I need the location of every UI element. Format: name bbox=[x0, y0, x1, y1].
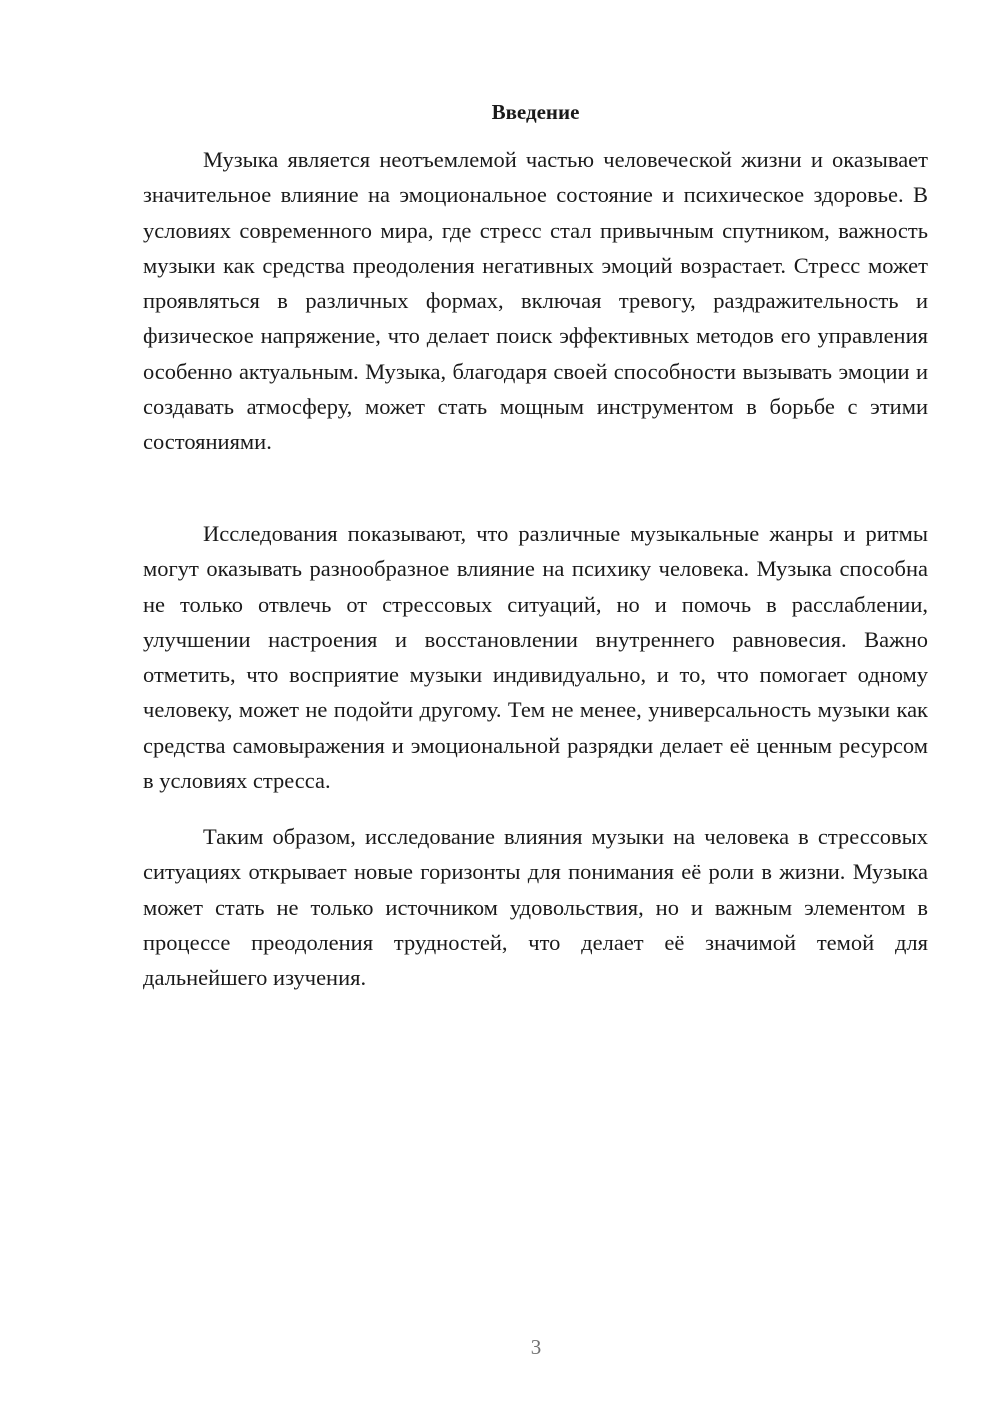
section-title: Введение bbox=[491, 100, 580, 124]
paragraph-3: Таким образом, исследование влияния музыки на человека в стрессовых ситуациях открывает новые горизонты для понимания её роли в жизни. Музыка может стать не только источником удовольствия, но и важным элементом в процессе преодоления трудностей, что делает её значимой темой для дальнейшего изучения. bbox=[143, 824, 928, 991]
page-number: 3 bbox=[530, 1335, 542, 1359]
paragraph-1: Музыка является неотъемлемой частью человеческой жизни и оказывает значительное влияние на эмоциональное состояние и психическое здоровье. В условиях современного мира, где стресс стал привычным спутником, важность музыки как средства преодоления негативных эмоций возрастает. Стресс может проявляться в различных формах, включая тревогу, раздражительность и физическое напряжение, что делает поиск эффективных методов его управления особенно актуальным. Музыка, благодаря своей способности вызывать эмоции и создавать атмосферу, может стать мощным инструментом в борьбе с этими состояниями. bbox=[143, 147, 928, 455]
paragraph-2: Исследования показывают, что различные музыкальные жанры и ритмы могут оказывать разнообразное влияние на психику человека. Музыка способна не только отвлечь от стрессовых ситуаций, но и помочь в расслаблении, улучшении настроения и восстановлении внутреннего равновесия. Важно отметить, что восприятие музыки индивидуально, и то, что помогает одному человеку, может не подойти другому. Тем не менее, универсальность музыки как средства самовыражения и эмоциональной разрядки делает её ценным ресурсом в условиях стресса. bbox=[143, 521, 928, 794]
